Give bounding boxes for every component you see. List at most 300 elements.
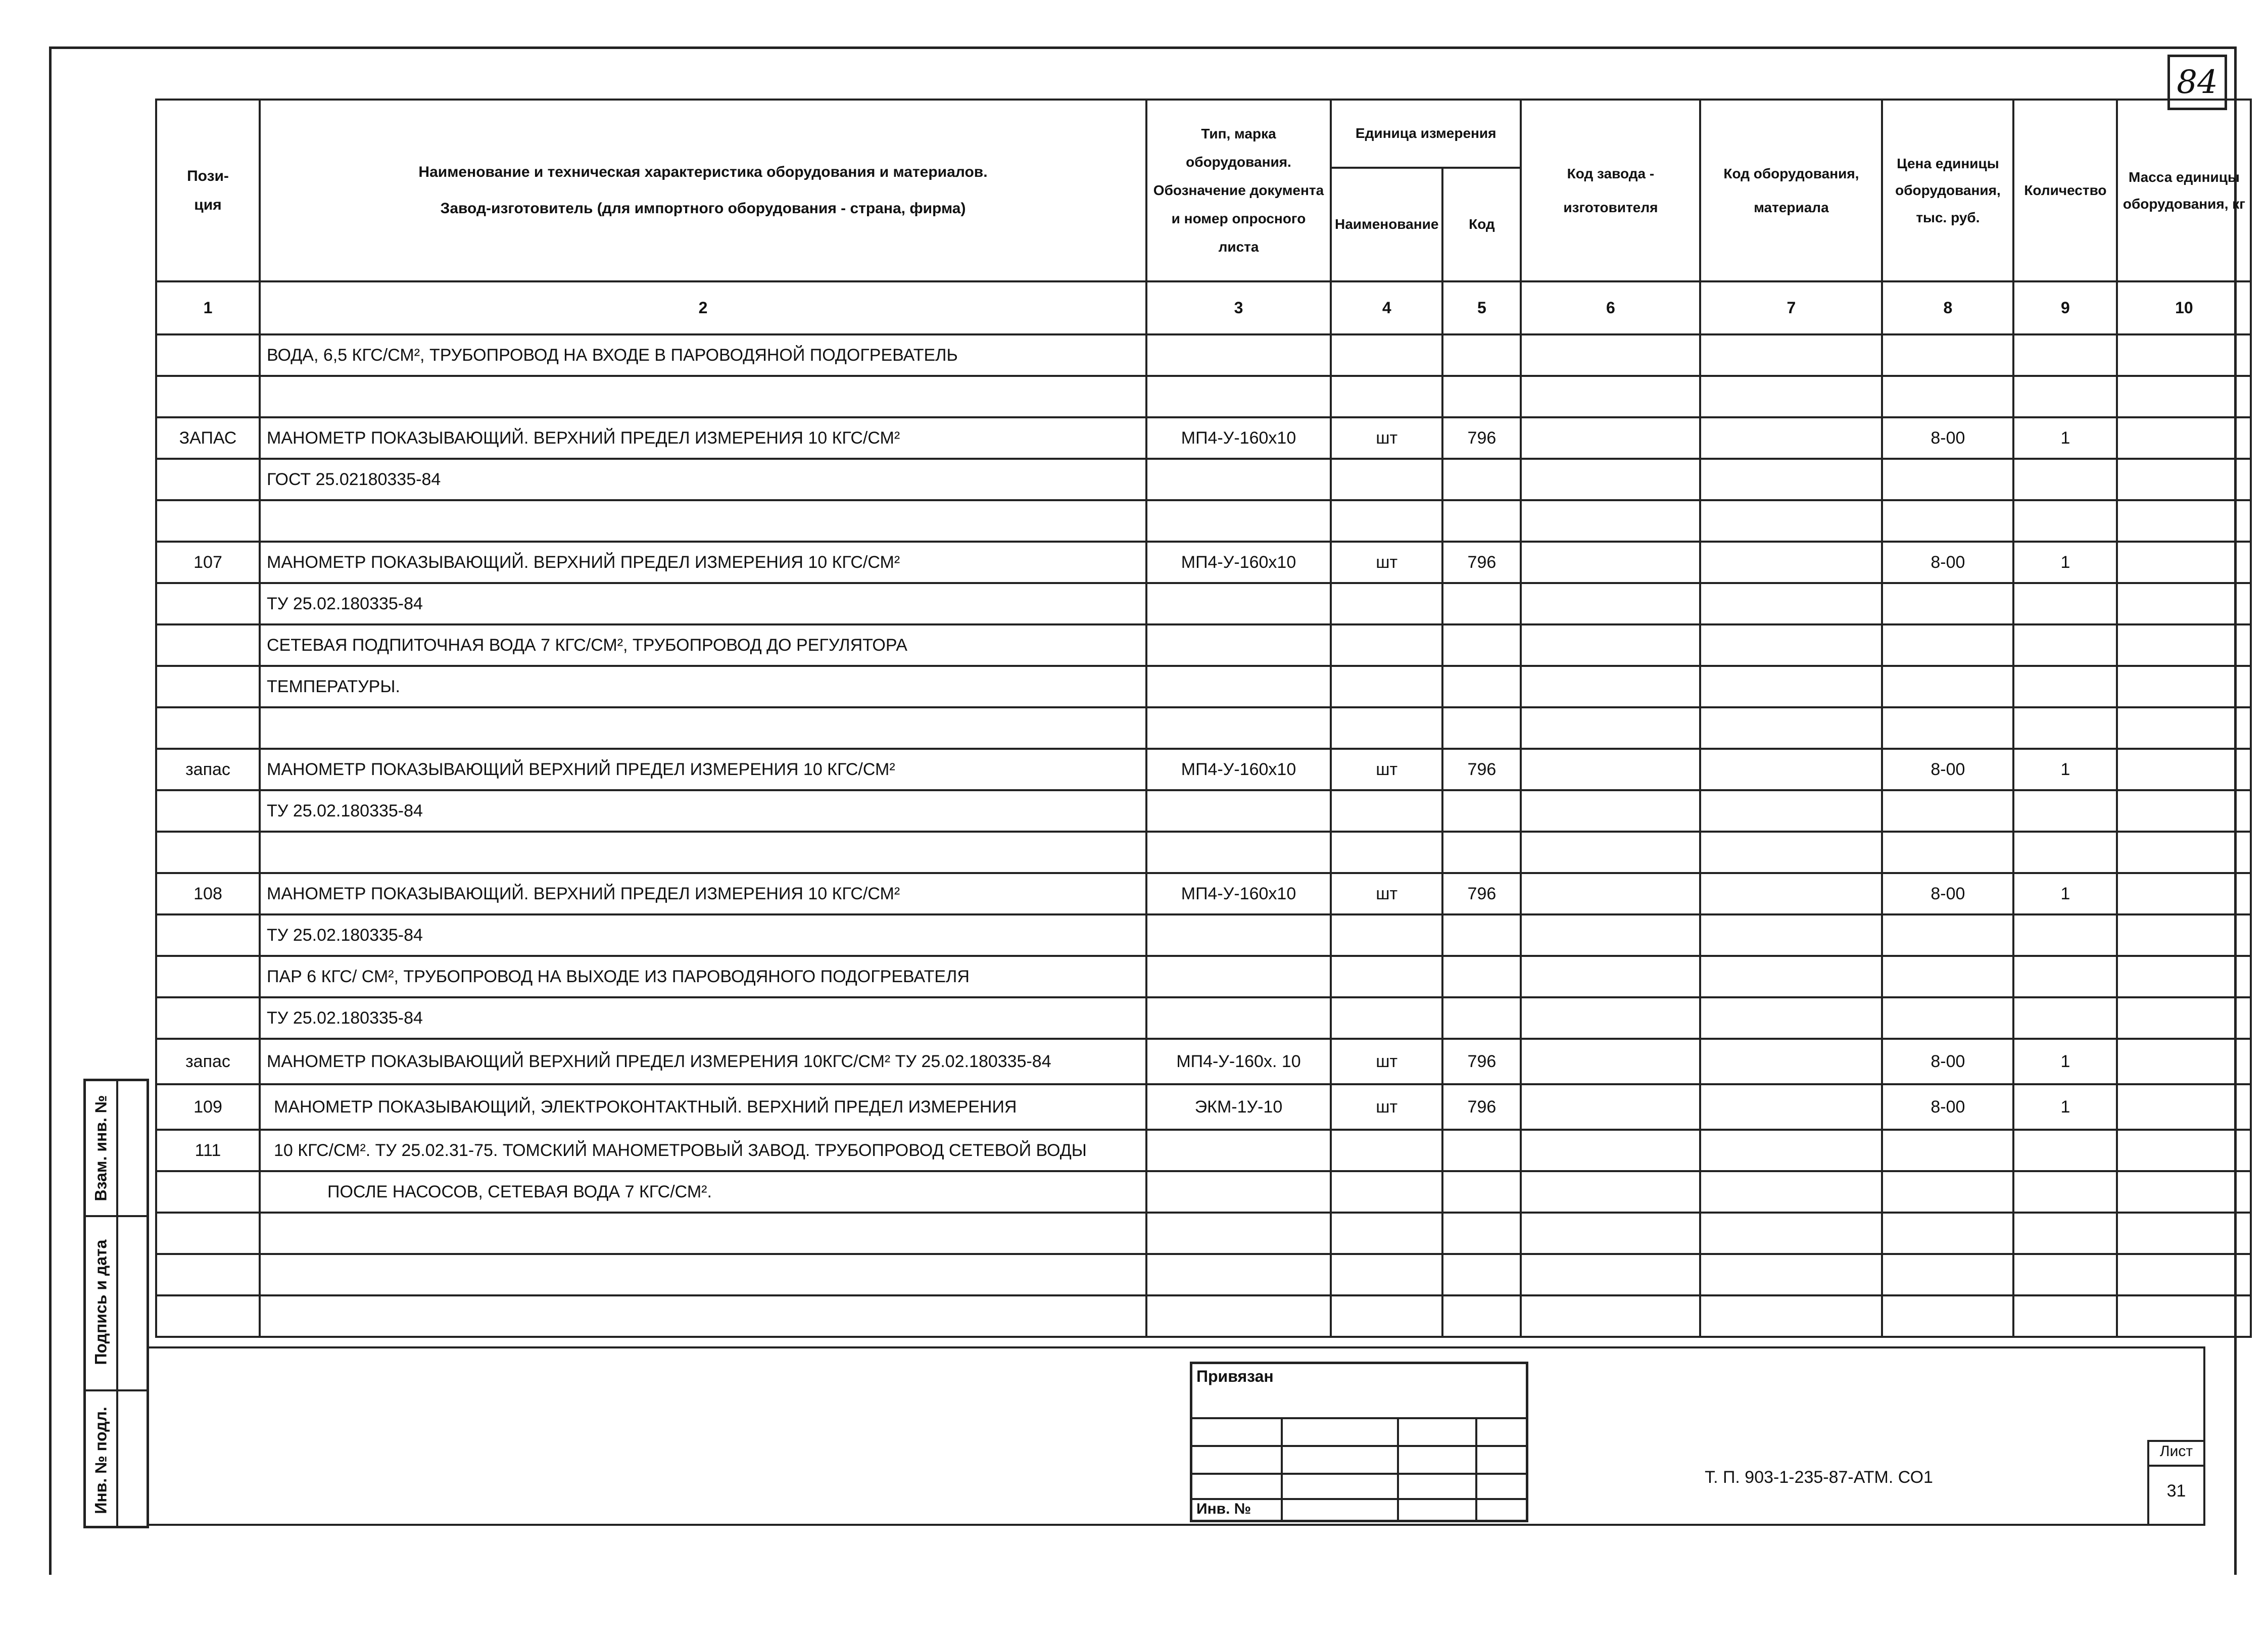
row-equipment-code: [1700, 334, 1882, 376]
row-position: [156, 666, 260, 707]
row-unit-code: 796: [1442, 1084, 1521, 1130]
row-price: [1882, 956, 2013, 997]
row-unit-code: [1442, 624, 1521, 666]
row-mass: [2117, 832, 2251, 873]
row-price: [1882, 1130, 2013, 1171]
row-position: [156, 1295, 260, 1337]
row-factory-code: [1521, 376, 1700, 417]
row-price: [1882, 1295, 2013, 1337]
side-stamp: [83, 1079, 149, 1528]
row-type: [1146, 1130, 1331, 1171]
row-position: [156, 997, 260, 1039]
sheet-label: Лист: [2159, 1443, 2193, 1460]
table-row: [156, 914, 2251, 956]
row-factory-code: [1521, 956, 1700, 997]
row-equipment-code: [1700, 832, 1882, 873]
header-position: Пози- ция: [156, 100, 260, 281]
row-mass: [2117, 624, 2251, 666]
table-row: [156, 666, 2251, 707]
row-type: [1146, 1171, 1331, 1213]
row-name: МАНОМЕТР ПОКАЗЫВАЮЩИЙ ВЕРХНИЙ ПРЕДЕЛ ИЗМЕРЕНИЯ 10КГС/СМ² ТУ 25.02.180335-84: [260, 1039, 1146, 1084]
row-type: [1146, 790, 1331, 832]
row-type: [1146, 459, 1331, 500]
row-equipment-code: [1700, 624, 1882, 666]
row-mass: [2117, 1254, 2251, 1295]
column-number: 1: [156, 281, 260, 334]
row-factory-code: [1521, 1130, 1700, 1171]
row-name: ТУ 25.02.180335-84: [260, 997, 1146, 1039]
row-unit: [1331, 914, 1442, 956]
table-row: [156, 790, 2251, 832]
row-unit-code: 796: [1442, 417, 1521, 459]
row-name: СЕТЕВАЯ ПОДПИТОЧНАЯ ВОДА 7 КГС/СМ², ТРУБОПРОВОД ДО РЕГУЛЯТОРА: [260, 624, 1146, 666]
row-unit-code: [1442, 583, 1521, 624]
row-position: 107: [156, 542, 260, 583]
table-row: [156, 1039, 2251, 1084]
row-unit: [1331, 666, 1442, 707]
row-mass: [2117, 1213, 2251, 1254]
row-quantity: [2013, 376, 2117, 417]
table-row: [156, 1130, 2251, 1171]
table-body: [156, 334, 2251, 1337]
row-unit: [1331, 832, 1442, 873]
row-mass: [2117, 459, 2251, 500]
header-name: Наименование и техническая характеристика оборудования и материалов. Завод-изготовитель (для импортного оборудования - страна, фирма): [260, 100, 1146, 281]
row-equipment-code: [1700, 1254, 1882, 1295]
row-name: ТУ 25.02.180335-84: [260, 583, 1146, 624]
row-unit: шт: [1331, 873, 1442, 914]
row-price: [1882, 707, 2013, 749]
row-quantity: [2013, 500, 2117, 542]
row-equipment-code: [1700, 914, 1882, 956]
row-price: 8-00: [1882, 749, 2013, 790]
row-price: 8-00: [1882, 873, 2013, 914]
row-quantity: [2013, 583, 2117, 624]
side-label-original-inv: Инв. № подл.: [91, 1406, 110, 1514]
row-factory-code: [1521, 1171, 1700, 1213]
row-position: [156, 624, 260, 666]
row-name: [260, 1213, 1146, 1254]
row-factory-code: [1521, 1039, 1700, 1084]
row-name: ПОСЛЕ НАСОСОВ, СЕТЕВАЯ ВОДА 7 КГС/СМ².: [260, 1171, 1146, 1213]
row-factory-code: [1521, 832, 1700, 873]
row-unit: [1331, 1213, 1442, 1254]
row-mass: [2117, 1130, 2251, 1171]
row-unit-code: [1442, 997, 1521, 1039]
row-type: ЭКМ-1У-10: [1146, 1084, 1331, 1130]
row-position: 108: [156, 873, 260, 914]
row-name: ТУ 25.02.180335-84: [260, 914, 1146, 956]
row-mass: [2117, 334, 2251, 376]
table-row: [156, 583, 2251, 624]
row-quantity: [2013, 334, 2117, 376]
column-number: 3: [1146, 281, 1331, 334]
row-position: [156, 1213, 260, 1254]
column-number: 4: [1331, 281, 1442, 334]
row-equipment-code: [1700, 997, 1882, 1039]
row-equipment-code: [1700, 1171, 1882, 1213]
row-price: 8-00: [1882, 417, 2013, 459]
row-unit-code: [1442, 914, 1521, 956]
row-unit-code: 796: [1442, 1039, 1521, 1084]
row-position: ЗАПАС: [156, 417, 260, 459]
row-name: [260, 1254, 1146, 1295]
row-position: [156, 832, 260, 873]
row-equipment-code: [1700, 1295, 1882, 1337]
row-type: [1146, 1254, 1331, 1295]
row-quantity: [2013, 790, 2117, 832]
table-row: [156, 1171, 2251, 1213]
row-factory-code: [1521, 1213, 1700, 1254]
row-factory-code: [1521, 997, 1700, 1039]
row-position: [156, 500, 260, 542]
row-quantity: [2013, 666, 2117, 707]
table-row: [156, 1084, 2251, 1130]
row-mass: [2117, 583, 2251, 624]
row-quantity: [2013, 997, 2117, 1039]
row-unit-code: [1442, 334, 1521, 376]
table-row: [156, 956, 2251, 997]
table-row: [156, 624, 2251, 666]
header-equipment-code: Код оборудования, материала: [1700, 100, 1882, 281]
row-price: [1882, 914, 2013, 956]
column-number: 7: [1700, 281, 1882, 334]
row-quantity: [2013, 707, 2117, 749]
row-type: [1146, 334, 1331, 376]
row-mass: [2117, 1039, 2251, 1084]
row-mass: [2117, 997, 2251, 1039]
row-unit: [1331, 790, 1442, 832]
row-price: [1882, 790, 2013, 832]
row-quantity: 1: [2013, 542, 2117, 583]
row-factory-code: [1521, 624, 1700, 666]
column-number: 8: [1882, 281, 2013, 334]
row-name: МАНОМЕТР ПОКАЗЫВАЮЩИЙ ВЕРХНИЙ ПРЕДЕЛ ИЗМЕРЕНИЯ 10 КГС/СМ²: [260, 749, 1146, 790]
row-mass: [2117, 417, 2251, 459]
row-quantity: [2013, 1254, 2117, 1295]
row-unit: шт: [1331, 1084, 1442, 1130]
row-unit-code: [1442, 1130, 1521, 1171]
header-quantity: Количество: [2013, 100, 2117, 281]
row-unit-code: [1442, 1254, 1521, 1295]
row-factory-code: [1521, 790, 1700, 832]
row-position: запас: [156, 749, 260, 790]
row-name: МАНОМЕТР ПОКАЗЫВАЮЩИЙ. ВЕРХНИЙ ПРЕДЕЛ ИЗМЕРЕНИЯ 10 КГС/СМ²: [260, 542, 1146, 583]
row-unit: [1331, 1295, 1442, 1337]
row-factory-code: [1521, 542, 1700, 583]
row-type: МП4-У-160х. 10: [1146, 1039, 1331, 1084]
row-position: [156, 1254, 260, 1295]
side-label-replace-inv: Взам. инв. №: [91, 1095, 110, 1201]
table-row: [156, 1213, 2251, 1254]
row-unit-code: [1442, 1295, 1521, 1337]
row-position: [156, 459, 260, 500]
header-type: Тип, марка оборудования. Обозначение документа и номер опросного листа: [1146, 100, 1331, 281]
row-equipment-code: [1700, 790, 1882, 832]
row-factory-code: [1521, 459, 1700, 500]
row-mass: [2117, 873, 2251, 914]
row-equipment-code: [1700, 459, 1882, 500]
table-row: [156, 542, 2251, 583]
row-factory-code: [1521, 417, 1700, 459]
table-row: [156, 873, 2251, 914]
row-quantity: [2013, 1295, 2117, 1337]
table-row: [156, 417, 2251, 459]
row-equipment-code: [1700, 873, 1882, 914]
row-mass: [2117, 1171, 2251, 1213]
row-unit: [1331, 624, 1442, 666]
row-name: [260, 707, 1146, 749]
header-unit-code: Код: [1442, 168, 1521, 281]
table-row: [156, 459, 2251, 500]
row-name: ТЕМПЕРАТУРЫ.: [260, 666, 1146, 707]
row-name: МАНОМЕТР ПОКАЗЫВАЮЩИЙ. ВЕРХНИЙ ПРЕДЕЛ ИЗМЕРЕНИЯ 10 КГС/СМ²: [260, 873, 1146, 914]
row-unit-code: [1442, 707, 1521, 749]
row-unit-code: [1442, 832, 1521, 873]
column-number: 9: [2013, 281, 2117, 334]
row-position: 111: [156, 1130, 260, 1171]
row-position: 109: [156, 1084, 260, 1130]
row-price: 8-00: [1882, 1039, 2013, 1084]
row-unit: шт: [1331, 542, 1442, 583]
row-unit-code: [1442, 459, 1521, 500]
row-mass: [2117, 749, 2251, 790]
column-number: 10: [2117, 281, 2251, 334]
bottom-border: [149, 1346, 2205, 1526]
row-equipment-code: [1700, 583, 1882, 624]
row-type: МП4-У-160х10: [1146, 417, 1331, 459]
row-unit: [1331, 1130, 1442, 1171]
row-name: 10 КГС/СМ². ТУ 25.02.31-75. ТОМСКИЙ МАНОМЕТРОВЫЙ ЗАВОД. ТРУБОПРОВОД СЕТЕВОЙ ВОДЫ: [260, 1130, 1146, 1171]
stamp-inventory-label: Инв. №: [1196, 1501, 1251, 1517]
row-quantity: 1: [2013, 873, 2117, 914]
row-type: [1146, 707, 1331, 749]
row-name: ГОСТ 25.02180335-84: [260, 459, 1146, 500]
column-number-row: [156, 281, 2251, 334]
row-price: [1882, 583, 2013, 624]
column-number: 6: [1521, 281, 1700, 334]
row-name: [260, 376, 1146, 417]
row-unit: [1331, 956, 1442, 997]
row-type: [1146, 1213, 1331, 1254]
row-name: ТУ 25.02.180335-84: [260, 790, 1146, 832]
table-row: [156, 1295, 2251, 1337]
row-price: [1882, 376, 2013, 417]
row-price: [1882, 997, 2013, 1039]
row-quantity: [2013, 624, 2117, 666]
row-price: [1882, 832, 2013, 873]
row-quantity: 1: [2013, 1084, 2117, 1130]
row-equipment-code: [1700, 1130, 1882, 1171]
row-equipment-code: [1700, 956, 1882, 997]
row-equipment-code: [1700, 707, 1882, 749]
sheet-number: 31: [2166, 1481, 2186, 1501]
row-type: [1146, 583, 1331, 624]
row-position: [156, 956, 260, 997]
row-type: [1146, 997, 1331, 1039]
row-factory-code: [1521, 1254, 1700, 1295]
header-unit-name: Наименование: [1331, 168, 1442, 281]
row-unit: [1331, 1254, 1442, 1295]
column-number: 5: [1442, 281, 1521, 334]
document-code: Т. П. 903-1-235-87-АТМ. СО1: [1705, 1468, 1933, 1487]
table-row: [156, 997, 2251, 1039]
row-position: [156, 334, 260, 376]
row-unit: шт: [1331, 417, 1442, 459]
row-price: [1882, 624, 2013, 666]
row-name: [260, 500, 1146, 542]
row-type: МП4-У-160х10: [1146, 542, 1331, 583]
row-unit-code: [1442, 500, 1521, 542]
row-price: [1882, 459, 2013, 500]
row-type: [1146, 914, 1331, 956]
row-quantity: [2013, 459, 2117, 500]
row-type: [1146, 666, 1331, 707]
row-name: ПАР 6 КГС/ СМ², ТРУБОПРОВОД НА ВЫХОДЕ ИЗ ПАРОВОДЯНОГО ПОДОГРЕВАТЕЛЯ: [260, 956, 1146, 997]
row-price: [1882, 1213, 2013, 1254]
row-mass: [2117, 376, 2251, 417]
row-name: МАНОМЕТР ПОКАЗЫВАЮЩИЙ. ВЕРХНИЙ ПРЕДЕЛ ИЗМЕРЕНИЯ 10 КГС/СМ²: [260, 417, 1146, 459]
row-factory-code: [1521, 1084, 1700, 1130]
row-unit-code: 796: [1442, 873, 1521, 914]
row-factory-code: [1521, 707, 1700, 749]
row-unit: [1331, 334, 1442, 376]
row-unit-code: 796: [1442, 542, 1521, 583]
row-position: запас: [156, 1039, 260, 1084]
row-price: [1882, 500, 2013, 542]
header-unit: Единица измерения: [1331, 100, 1521, 168]
row-price: [1882, 334, 2013, 376]
table-row: [156, 500, 2251, 542]
row-unit: [1331, 459, 1442, 500]
row-type: МП4-У-160х10: [1146, 873, 1331, 914]
row-mass: [2117, 914, 2251, 956]
row-price: 8-00: [1882, 542, 2013, 583]
row-type: [1146, 832, 1331, 873]
row-mass: [2117, 500, 2251, 542]
table-row: [156, 334, 2251, 376]
page-number: 84: [2167, 55, 2227, 110]
row-quantity: 1: [2013, 417, 2117, 459]
row-type: [1146, 500, 1331, 542]
row-mass: [2117, 956, 2251, 997]
header-mass: Масса единицы оборудования, кг: [2117, 100, 2251, 281]
specification-table: [155, 99, 2252, 1338]
sheet-box: [2147, 1440, 2205, 1526]
row-type: МП4-У-160х10: [1146, 749, 1331, 790]
row-factory-code: [1521, 873, 1700, 914]
row-price: [1882, 1254, 2013, 1295]
row-factory-code: [1521, 500, 1700, 542]
row-unit: [1331, 583, 1442, 624]
row-equipment-code: [1700, 1084, 1882, 1130]
row-quantity: [2013, 956, 2117, 997]
row-name: ВОДА, 6,5 КГС/СМ², ТРУБОПРОВОД НА ВХОДЕ В ПАРОВОДЯНОЙ ПОДОГРЕВАТЕЛЬ: [260, 334, 1146, 376]
row-quantity: [2013, 914, 2117, 956]
row-mass: [2117, 790, 2251, 832]
row-price: 8-00: [1882, 1084, 2013, 1130]
row-equipment-code: [1700, 500, 1882, 542]
table-row: [156, 832, 2251, 873]
row-unit-code: 796: [1442, 749, 1521, 790]
row-unit: [1331, 1171, 1442, 1213]
table-row: [156, 749, 2251, 790]
row-factory-code: [1521, 1295, 1700, 1337]
side-label-signature-date: Подпись и дата: [91, 1239, 110, 1365]
table-row: [156, 707, 2251, 749]
row-factory-code: [1521, 914, 1700, 956]
row-unit: [1331, 707, 1442, 749]
row-factory-code: [1521, 583, 1700, 624]
row-unit: [1331, 997, 1442, 1039]
table-row: [156, 376, 2251, 417]
stamp-title: Привязан: [1196, 1367, 1274, 1385]
row-position: [156, 914, 260, 956]
row-type: [1146, 956, 1331, 997]
row-quantity: [2013, 1213, 2117, 1254]
row-type: [1146, 624, 1331, 666]
row-unit-code: [1442, 1213, 1521, 1254]
row-mass: [2117, 1295, 2251, 1337]
row-unit-code: [1442, 666, 1521, 707]
row-quantity: [2013, 832, 2117, 873]
row-unit: шт: [1331, 1039, 1442, 1084]
row-position: [156, 1171, 260, 1213]
row-position: [156, 376, 260, 417]
row-equipment-code: [1700, 376, 1882, 417]
header-price: Цена единицы оборудования, тыс. руб.: [1882, 100, 2013, 281]
row-equipment-code: [1700, 749, 1882, 790]
row-mass: [2117, 542, 2251, 583]
row-unit: [1331, 500, 1442, 542]
row-unit-code: [1442, 956, 1521, 997]
column-number: 2: [260, 281, 1146, 334]
row-mass: [2117, 1084, 2251, 1130]
row-unit: [1331, 376, 1442, 417]
row-equipment-code: [1700, 417, 1882, 459]
row-factory-code: [1521, 666, 1700, 707]
row-unit-code: [1442, 790, 1521, 832]
row-mass: [2117, 707, 2251, 749]
row-factory-code: [1521, 749, 1700, 790]
row-unit-code: [1442, 1171, 1521, 1213]
row-position: [156, 790, 260, 832]
row-type: [1146, 376, 1331, 417]
row-quantity: 1: [2013, 749, 2117, 790]
row-name: [260, 832, 1146, 873]
header-factory-code: Код завода - изготовителя: [1521, 100, 1700, 281]
row-type: [1146, 1295, 1331, 1337]
row-unit-code: [1442, 376, 1521, 417]
row-mass: [2117, 666, 2251, 707]
row-equipment-code: [1700, 666, 1882, 707]
row-equipment-code: [1700, 542, 1882, 583]
row-equipment-code: [1700, 1039, 1882, 1084]
row-position: [156, 583, 260, 624]
row-position: [156, 707, 260, 749]
row-equipment-code: [1700, 1213, 1882, 1254]
row-unit: шт: [1331, 749, 1442, 790]
row-factory-code: [1521, 334, 1700, 376]
row-name: МАНОМЕТР ПОКАЗЫВАЮЩИЙ, ЭЛЕКТРОКОНТАКТНЫЙ. ВЕРХНИЙ ПРЕДЕЛ ИЗМЕРЕНИЯ: [260, 1084, 1146, 1130]
row-quantity: [2013, 1130, 2117, 1171]
table-row: [156, 1254, 2251, 1295]
row-price: [1882, 1171, 2013, 1213]
row-quantity: 1: [2013, 1039, 2117, 1084]
row-price: [1882, 666, 2013, 707]
row-quantity: [2013, 1171, 2117, 1213]
row-name: [260, 1295, 1146, 1337]
